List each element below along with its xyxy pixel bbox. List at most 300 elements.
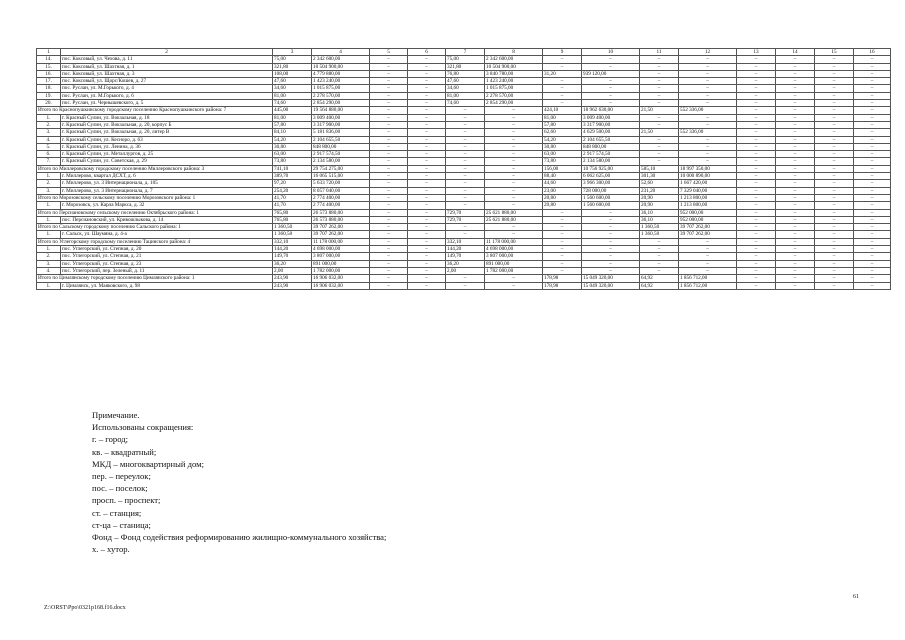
table-cell: –	[370, 246, 408, 253]
table-cell: 15 049 320,00	[582, 275, 640, 282]
table-cell: 4 698 000,00	[485, 246, 543, 253]
table-cell: –	[543, 267, 582, 274]
table-cell: 1 360,50	[640, 231, 679, 238]
table-cell: –	[370, 78, 408, 85]
table-cell: –	[485, 231, 543, 238]
table-cell: –	[543, 224, 582, 231]
table-cell: –	[408, 238, 446, 245]
table-cell: 64,92	[640, 282, 679, 289]
table-cell: –	[485, 194, 543, 201]
table-cell: –	[370, 267, 408, 274]
table-cell: –	[370, 129, 408, 136]
table-cell: –	[776, 180, 815, 187]
note-line: пос. – поселок;	[92, 483, 148, 494]
table-cell: –	[776, 136, 815, 143]
table-cell: –	[446, 107, 485, 114]
table-cell: 4 779 880,00	[312, 70, 370, 77]
table-cell: –	[408, 275, 446, 282]
table-cell: –	[485, 275, 543, 282]
table-cell: –	[776, 165, 815, 172]
table-cell: 7.	[37, 158, 61, 165]
table-cell: –	[370, 224, 408, 231]
table-cell: 2 854 290,00	[312, 100, 370, 107]
table-row	[37, 173, 891, 180]
table-cell: 36,10	[640, 216, 679, 223]
table-cell: 1.	[37, 216, 61, 223]
table-cell: –	[737, 100, 776, 107]
table-cell: г. Цимлянск, ул. Маяковского, д. 98	[61, 282, 273, 289]
table-cell: –	[854, 165, 891, 172]
table-cell: 11 178 000,00	[312, 238, 370, 245]
subtotal-row	[37, 238, 891, 245]
table-cell: –	[543, 260, 582, 267]
table-cell: –	[408, 267, 446, 274]
table-cell: –	[854, 275, 891, 282]
table-cell: –	[854, 129, 891, 136]
table-cell: –	[640, 56, 679, 63]
table-cell: 20.	[37, 100, 61, 107]
table-cell: 552 336,00	[679, 107, 737, 114]
table-cell: –	[737, 56, 776, 63]
table-cell: –	[737, 194, 776, 201]
table-cell: –	[679, 114, 737, 121]
table-cell: –	[737, 78, 776, 85]
table-cell: 2,00	[446, 267, 485, 274]
table-cell: 1 423 240,00	[312, 78, 370, 85]
table-cell: –	[640, 143, 679, 150]
table-cell: –	[815, 129, 854, 136]
table-cell: 14	[776, 49, 815, 56]
table-cell: 765,80	[273, 216, 312, 223]
table-row	[37, 246, 891, 253]
table-cell: –	[640, 78, 679, 85]
table-cell: пос. Руслан, ул. М.Горького, д. 4	[61, 85, 273, 92]
table-cell: –	[776, 143, 815, 150]
table-cell: –	[815, 238, 854, 245]
table-row	[37, 114, 891, 121]
table-cell: –	[582, 209, 640, 216]
table-cell: –	[737, 107, 776, 114]
table-cell: –	[640, 100, 679, 107]
table-cell: 2.	[37, 180, 61, 187]
table-cell: –	[737, 114, 776, 121]
subtotal-row	[37, 275, 891, 282]
table-cell: –	[408, 231, 446, 238]
table-cell: –	[408, 70, 446, 77]
table-cell: 1.	[37, 246, 61, 253]
table-cell: –	[737, 143, 776, 150]
table-cell: –	[737, 238, 776, 245]
table-cell: пос. Коксовый, ул. Чехова, д. 11	[61, 56, 273, 63]
table-cell: –	[815, 224, 854, 231]
table-row	[37, 158, 891, 165]
table-cell: 36,20	[273, 260, 312, 267]
table-cell: 1 560 600,00	[582, 202, 640, 209]
table-row	[37, 63, 891, 70]
table-cell: 63,00	[273, 151, 312, 158]
table-cell: г. Красный Сулин, ул. Вокзальная, д. 18	[61, 114, 273, 121]
table-cell: –	[776, 187, 815, 194]
table-cell: –	[854, 121, 891, 128]
table-cell: 144,20	[273, 246, 312, 253]
table-cell: пос. Руслан, ул. Чернышевского, д. 5	[61, 100, 273, 107]
table-cell: –	[679, 253, 737, 260]
table-cell: 2 104 655,50	[312, 136, 370, 143]
table-cell: 29 754 275,00	[312, 165, 370, 172]
table-cell: г. Красный Сулин, ул. Кесноро, д. 63	[61, 136, 273, 143]
note-line: пер. – переулок;	[92, 471, 151, 482]
table-cell: 30,80	[273, 143, 312, 150]
table-cell: –	[854, 238, 891, 245]
table-cell: –	[854, 136, 891, 143]
table-cell: 10 504 900,00	[485, 63, 543, 70]
table-cell: –	[408, 216, 446, 223]
table-cell: 4 629 500,00	[582, 129, 640, 136]
table-cell: –	[679, 121, 737, 128]
note-line: х. – хутор.	[92, 544, 130, 555]
table-cell: –	[776, 224, 815, 231]
table-row	[37, 267, 891, 274]
table-cell: 76,80	[446, 70, 485, 77]
table-cell: –	[370, 275, 408, 282]
table-cell: –	[854, 282, 891, 289]
table-cell: –	[815, 253, 854, 260]
table-cell: –	[370, 231, 408, 238]
table-cell: 39 707 262,00	[679, 224, 737, 231]
table-cell: 97,20	[273, 180, 312, 187]
table-cell: –	[815, 56, 854, 63]
table-cell: –	[446, 121, 485, 128]
table-cell: пос. Коксовый, ул. Шахтная, д. 3	[61, 70, 273, 77]
table-cell: 729,70	[446, 216, 485, 223]
table-cell: г. Красный Сулин, ул. Советская, д. 29	[61, 158, 273, 165]
note-line: Использованы сокращения:	[92, 422, 194, 433]
table-cell: 178,98	[543, 275, 582, 282]
table-cell: –	[776, 63, 815, 70]
table-cell: 74,60	[273, 100, 312, 107]
table-cell: –	[854, 114, 891, 121]
table-cell: пос. Персиановский, ул. Кривошлыкова, д. 14	[61, 216, 273, 223]
table-row	[37, 56, 891, 63]
table-cell: 23,00	[543, 187, 582, 194]
table-cell: –	[854, 260, 891, 267]
table-cell: –	[776, 121, 815, 128]
table-cell: 1 360,50	[640, 224, 679, 231]
table-cell: –	[854, 107, 891, 114]
table-cell: –	[408, 121, 446, 128]
table-cell: –	[854, 231, 891, 238]
table-cell: 765,80	[273, 209, 312, 216]
table-cell: 3	[273, 49, 312, 56]
table-cell: –	[640, 114, 679, 121]
table-row	[37, 253, 891, 260]
table-cell: Итого по Персиановскому сельскому поселению Октябрьского района: 1	[37, 209, 273, 216]
table-cell: 52,60	[640, 180, 679, 187]
table-cell: –	[408, 114, 446, 121]
table-cell: –	[640, 136, 679, 143]
table-cell: 21,50	[640, 107, 679, 114]
table-cell: –	[543, 253, 582, 260]
table-cell: –	[815, 100, 854, 107]
table-cell: 14.	[37, 56, 61, 63]
table-cell: –	[776, 107, 815, 114]
table-cell: 108,00	[273, 70, 312, 77]
table-cell: –	[815, 173, 854, 180]
table-header-row	[37, 49, 891, 56]
table-cell: –	[446, 202, 485, 209]
table-cell: 54,20	[543, 136, 582, 143]
table-cell: –	[815, 78, 854, 85]
table-cell: –	[370, 216, 408, 223]
table-cell: –	[370, 180, 408, 187]
table-cell: 848 800,00	[582, 143, 640, 150]
table-row	[37, 151, 891, 158]
table-cell: 8 057 040,00	[312, 187, 370, 194]
table-cell: –	[854, 143, 891, 150]
table-cell: –	[370, 238, 408, 245]
table-cell: –	[776, 260, 815, 267]
table-cell: –	[408, 136, 446, 143]
table-cell: –	[408, 224, 446, 231]
table-cell: –	[815, 63, 854, 70]
table-cell: –	[543, 238, 582, 245]
table-cell: –	[679, 151, 737, 158]
table-cell: –	[737, 63, 776, 70]
table-cell: –	[815, 136, 854, 143]
table-cell: –	[815, 260, 854, 267]
table-cell: –	[446, 151, 485, 158]
table-cell: 74,60	[446, 100, 485, 107]
table-cell: г. Красный Сулин, ул. Вокзальная, д. 20, литер В	[61, 129, 273, 136]
table-cell: –	[815, 246, 854, 253]
table-cell: –	[370, 202, 408, 209]
table-cell: 41,70	[273, 202, 312, 209]
table-cell: –	[582, 231, 640, 238]
table-cell: –	[640, 70, 679, 77]
table-cell: –	[370, 187, 408, 194]
table-cell: –	[854, 224, 891, 231]
table-cell: –	[408, 194, 446, 201]
table-cell: –	[679, 136, 737, 143]
table-row	[37, 121, 891, 128]
table-cell: 424,10	[543, 107, 582, 114]
table-cell: –	[408, 151, 446, 158]
table-cell: 1	[37, 49, 61, 56]
table-cell: 891 000,00	[312, 260, 370, 267]
table-cell: 62,60	[543, 129, 582, 136]
table-cell: 47,60	[273, 78, 312, 85]
table-row	[37, 187, 891, 194]
table-cell: –	[854, 202, 891, 209]
table-cell: 952 000,00	[679, 209, 737, 216]
table-cell: 3 317 900,00	[582, 121, 640, 128]
table-cell: –	[776, 100, 815, 107]
table-cell: 1 667 420,00	[679, 180, 737, 187]
table-row	[37, 70, 891, 77]
table-cell: пос. Углегорский, ул. Степная, д. 20	[61, 246, 273, 253]
table-cell: –	[776, 158, 815, 165]
table-cell: –	[485, 187, 543, 194]
table-cell: 16.	[37, 70, 61, 77]
table-cell: –	[370, 107, 408, 114]
table-cell: –	[582, 78, 640, 85]
table-cell: –	[854, 78, 891, 85]
table-cell: –	[370, 158, 408, 165]
table-cell: –	[854, 92, 891, 99]
table-cell: пос. Руслан, ул. М.Горького, д. 6	[61, 92, 273, 99]
table-cell: –	[854, 209, 891, 216]
table-cell: 1.	[37, 114, 61, 121]
table-cell: –	[776, 78, 815, 85]
table-cell: г. Морозовск, ул. Карла Маркса, д. 32	[61, 202, 273, 209]
table-cell: –	[640, 151, 679, 158]
table-cell: 15	[815, 49, 854, 56]
table-cell: 1 856 712,00	[679, 282, 737, 289]
table-cell: –	[815, 121, 854, 128]
table-cell: –	[737, 85, 776, 92]
table-cell: –	[737, 173, 776, 180]
table-cell: 321,80	[446, 63, 485, 70]
table-cell: 4.	[37, 136, 61, 143]
table-cell: –	[679, 100, 737, 107]
subtotal-row	[37, 107, 891, 114]
table-cell: –	[370, 173, 408, 180]
table-cell: 5 633 720,00	[312, 180, 370, 187]
table-cell: –	[776, 209, 815, 216]
table-cell: –	[854, 194, 891, 201]
table-cell: 6	[408, 49, 446, 56]
table-cell: –	[854, 151, 891, 158]
table-cell: 5 181 836,00	[312, 129, 370, 136]
table-cell: –	[854, 216, 891, 223]
table-cell: г. Миллерово, ул. 3 Интернационала, д. 105	[61, 180, 273, 187]
table-cell: –	[485, 158, 543, 165]
table-cell: 4.	[37, 267, 61, 274]
table-cell: –	[582, 246, 640, 253]
table-cell: 34,60	[446, 85, 485, 92]
table-cell: –	[679, 78, 737, 85]
table-cell: 6 062 625,00	[582, 173, 640, 180]
table-row	[37, 260, 891, 267]
table-cell: –	[854, 158, 891, 165]
table-cell: –	[776, 253, 815, 260]
table-cell: 729,70	[446, 209, 485, 216]
page-number: 61	[853, 594, 859, 600]
table-cell: 18.	[37, 85, 61, 92]
table-cell: –	[370, 100, 408, 107]
table-cell: 3.	[37, 129, 61, 136]
table-cell: 36,10	[640, 209, 679, 216]
table-cell: –	[815, 216, 854, 223]
table-cell: 30,80	[543, 143, 582, 150]
table-cell: 178,98	[543, 282, 582, 289]
table-cell: 332,10	[273, 238, 312, 245]
table-cell: –	[370, 143, 408, 150]
table-cell: 848 800,00	[312, 143, 370, 150]
table-cell: г. Красный Сулин, ул. Вокзальная, д. 20, корпус Б	[61, 121, 273, 128]
note-line: кв. – квадратный;	[92, 446, 157, 457]
table-cell: 321,80	[273, 63, 312, 70]
table-cell: 7	[446, 49, 485, 56]
table-cell: –	[370, 253, 408, 260]
table-cell: 2 854 290,00	[485, 100, 543, 107]
note-line: МКД – многоквартирный дом;	[92, 458, 204, 469]
table-cell: –	[737, 267, 776, 274]
table-cell: –	[815, 275, 854, 282]
table-cell: –	[854, 246, 891, 253]
table-cell: –	[446, 187, 485, 194]
table-cell: –	[854, 173, 891, 180]
table-cell: –	[815, 158, 854, 165]
note-line: г. – город;	[92, 434, 129, 445]
table-row	[37, 202, 891, 209]
table-cell: 3 009 400,00	[582, 114, 640, 121]
data-table	[36, 48, 891, 290]
table-cell: 16 065 515,00	[312, 173, 370, 180]
table-cell: –	[408, 107, 446, 114]
table-cell: 1 213 800,00	[679, 202, 737, 209]
table-cell: 4	[312, 49, 370, 56]
table-cell: –	[543, 231, 582, 238]
table-cell: –	[370, 282, 408, 289]
table-cell: –	[815, 209, 854, 216]
table-cell: 12	[679, 49, 737, 56]
table-cell: г. Сальск, ул. Шаумяна, д. 4-а	[61, 231, 273, 238]
table-cell: Итого по Углегорскому городскому поселению Тацинского района: 4	[37, 238, 273, 245]
table-cell: 47,60	[446, 78, 485, 85]
table-cell: –	[776, 275, 815, 282]
table-cell: –	[582, 100, 640, 107]
table-cell: –	[446, 114, 485, 121]
table-cell: 5.	[37, 143, 61, 150]
table-cell: –	[737, 253, 776, 260]
table-cell: 728 000,00	[582, 187, 640, 194]
table-cell: –	[408, 202, 446, 209]
table-cell: 25 621 880,00	[485, 216, 543, 223]
table-row	[37, 180, 891, 187]
table-cell: 75,00	[273, 56, 312, 63]
table-row	[37, 282, 891, 289]
table-cell: –	[737, 275, 776, 282]
table-cell: –	[408, 246, 446, 253]
table-cell: –	[776, 267, 815, 274]
table-cell: 20,90	[640, 194, 679, 201]
table-cell: –	[582, 238, 640, 245]
table-cell: –	[370, 260, 408, 267]
table-cell: 2 278 570,00	[485, 92, 543, 99]
table-cell: –	[408, 85, 446, 92]
table-cell: –	[776, 85, 815, 92]
table-cell: –	[815, 143, 854, 150]
table-cell: –	[737, 129, 776, 136]
table-cell: 41,70	[273, 194, 312, 201]
table-cell: –	[446, 194, 485, 201]
table-cell: 2.	[37, 121, 61, 128]
table-cell: 15.	[37, 63, 61, 70]
table-cell: –	[737, 260, 776, 267]
table-cell: –	[679, 56, 737, 63]
table-cell: 20,80	[543, 202, 582, 209]
table-cell: 3 966 300,00	[582, 180, 640, 187]
table-cell: –	[485, 129, 543, 136]
table-cell: –	[485, 282, 543, 289]
table-cell: –	[485, 180, 543, 187]
table-cell: 1.	[37, 173, 61, 180]
table-cell: 81,00	[543, 114, 582, 121]
table-cell: –	[679, 92, 737, 99]
table-cell: 20,90	[640, 202, 679, 209]
table-cell: 2 774 400,00	[312, 202, 370, 209]
